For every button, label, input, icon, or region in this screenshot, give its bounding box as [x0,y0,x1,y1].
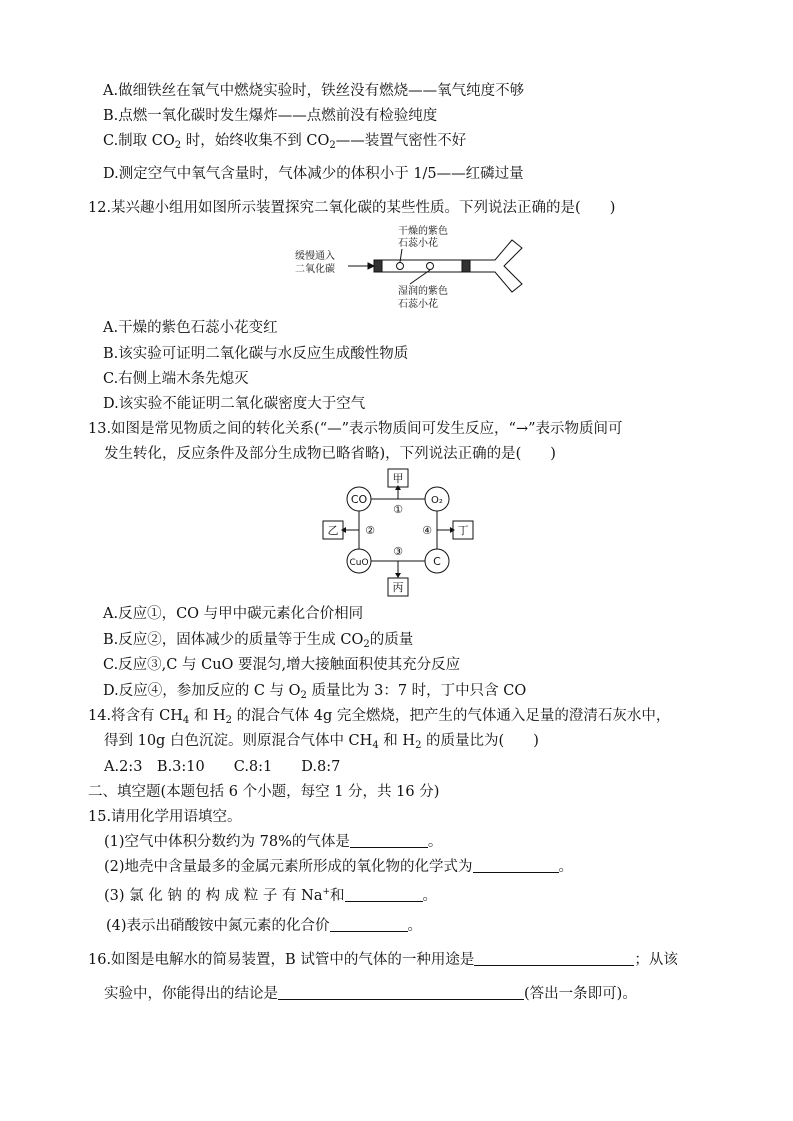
reaction-2-label: ② [365,524,375,537]
q15-stem: 15.请用化学用语填空。 [88,809,242,825]
q15-answer-blank-3[interactable] [345,886,423,902]
q16-answer-blank-1[interactable] [474,950,634,966]
q11-option-a: A.做细铁丝在氧气中燃烧实验时，铁丝没有燃烧——氧气纯度不够 [103,83,525,99]
q15-answer-blank-2[interactable] [473,857,559,873]
q15-answer-blank-4[interactable] [330,916,408,932]
q15-part-4: (4)表示出硝酸铵中氮元素的化合价 。 [106,918,423,934]
wet-flower-label-2: 石蕊小花 [398,299,438,310]
conversion-diagram [322,466,474,598]
q14-stem-line2: 得到 10g 白色沉淀。则原混合气体中 $CH_4$ 和 $H_2$ 的质量比为( ) [104,733,539,751]
q13-stem-line2: 发生转化，反应条件及部分生成物已略省略)，下列说法正确的是( ) [104,446,556,462]
dry-flower-label-1: 干燥的紫色 [398,226,448,237]
q11-option-b: B.点燃一氧化碳时发生爆炸——点燃前没有检验纯度 [103,108,438,124]
co-label: CO [350,493,368,506]
reaction-4-label: ④ [422,524,432,537]
q15-answer-blank-1[interactable] [350,832,428,848]
q12-stem: 12.某兴趣小组用如图所示装置探究二氧化碳的某些性质。下列说法正确的是( ) [88,200,616,216]
q15-part-2: (2)地壳中含量最多的金属元素所形成的氧化物的化学式为 。 [104,859,574,875]
q16-line2: 实验中，你能得出的结论是 (答出一条即可)。 [104,986,637,1002]
ding-label: 丁 [457,524,469,537]
q14-options: A.2:3 B.3:10 C.8:1 D.8:7 [104,759,341,775]
dry-flower-label-2: 石蕊小花 [398,238,438,249]
reaction-3-label: ③ [393,545,403,558]
q14-stem-line1: 14.将含有 $CH_4$ 和 $H_2$ 的混合气体 4g 完全燃烧，把产生的气体通入足量的澄清石灰水中， [88,708,671,726]
glass-tube [374,260,470,272]
y-tube [470,240,522,292]
cuo-label: CuO [349,558,369,568]
reaction-1-label: ① [393,503,403,516]
inlet-label-2: 二氧化碳 [295,264,335,275]
q13-stem-line1: 13.如图是常见物质之间的转化关系(“—”表示物质间可发生反应，“→”表示物质间可 [88,421,623,437]
q11-option-c: C.制取 $CO_2$ 时，始终收集不到 $CO_2——$装置气密性不好 [103,133,467,151]
q16-answer-blank-2[interactable] [278,984,524,1000]
q13-option-d: D.反应④，参加反应的 C 与 $O_2$ 质量比为 3：7 时，丁中只含 CO [103,683,527,701]
section-2-heading: 二、填空题(本题包括 6 个小题，每空 1 分，共 16 分) [88,784,440,800]
wet-flower [427,263,434,270]
q12-option-d: D.该实验不能证明二氧化碳密度大于空气 [103,396,366,412]
q12-option-c: C.右侧上端木条先熄灭 [103,371,249,387]
q13-option-c: C.反应③,C 与 CuO 要混匀,增大接触面积使其充分反应 [103,657,461,673]
o2-label: O₂ [431,495,443,506]
c-label: C [433,555,441,568]
jia-label: 甲 [392,472,404,485]
inlet-label-1: 缓慢通入 [295,251,335,262]
q13-option-a: A.反应①，CO 与甲中碳元素化合价相同 [103,606,364,622]
co2-apparatus-figure [290,222,530,314]
q12-option-a: A.干燥的紫色石蕊小花变红 [103,320,278,336]
wet-flower-label-1: 湿润的紫色 [398,286,448,297]
q15-part-3: (3) 氯 化 钠 的 构 成 粒 子 有 Na+和 。 [104,887,438,904]
bing-label: 丙 [392,581,404,594]
q13-option-b: B.反应②，固体减少的质量等于生成 $CO_2$的质量 [103,632,414,650]
q11-option-d: D.测定空气中氧气含量时，气体减少的体积小于 1/5——红磷过量 [103,166,524,182]
q16-line1: 16.如图是电解水的简易装置，B 试管中的气体的一种用途是 ；从该 [88,952,678,968]
yi-label: 乙 [327,524,339,537]
q15-part-1: (1)空气中体积分数约为 78%的气体是 。 [104,834,443,850]
q12-option-b: B.该实验可证明二氧化碳与水反应生成酸性物质 [103,346,409,362]
dry-flower [397,263,404,270]
